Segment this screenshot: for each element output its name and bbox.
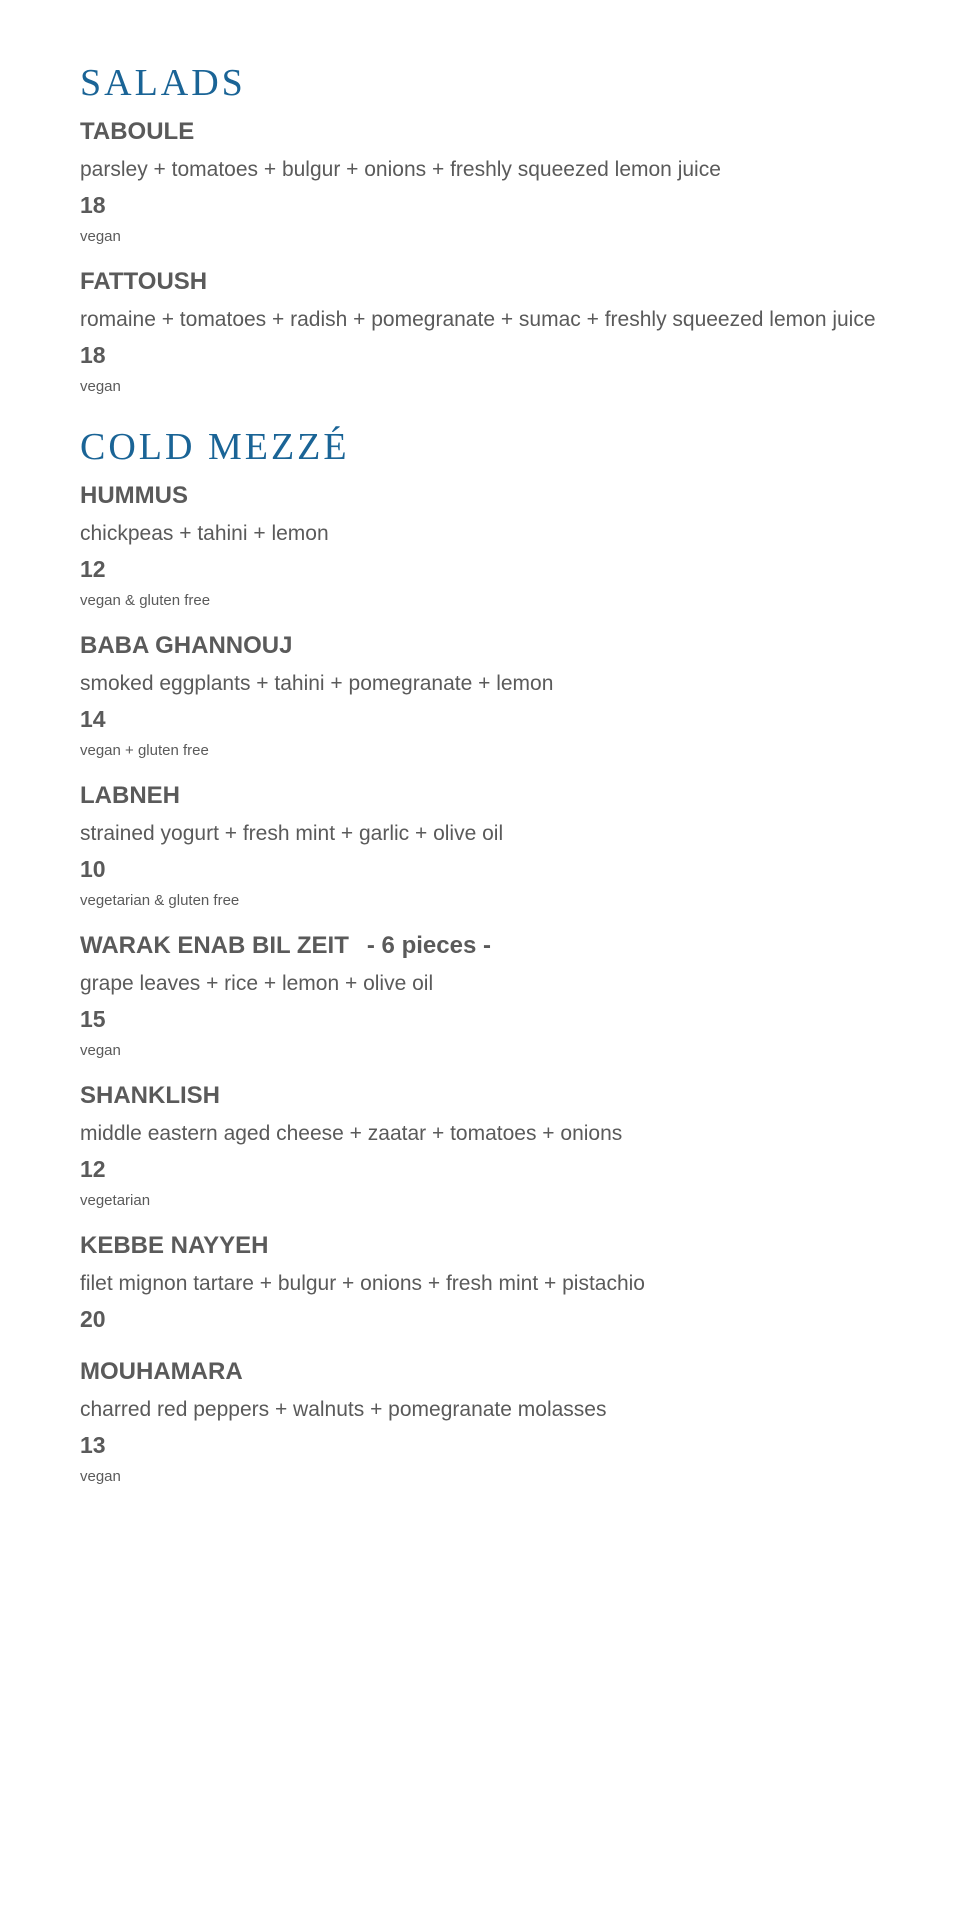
item-description: chickpeas + tahini + lemon (80, 522, 329, 545)
item-description: strained yogurt + fresh mint + garlic + olive oil (80, 822, 504, 845)
item-name: KEBBE NAYYEH (80, 1232, 269, 1259)
menu-item-shanklish (80, 1078, 900, 1214)
item-diet-tag: vegan (80, 1042, 121, 1059)
menu-item-fattoush (80, 264, 900, 400)
menu-item-baba-ghannouj (80, 628, 900, 764)
item-diet-tag: vegan + gluten free (80, 742, 209, 759)
menu-item-hummus (80, 478, 900, 614)
item-price: 18 (80, 192, 106, 218)
menu-item-taboule (80, 114, 900, 250)
item-name: BABA GHANNOUJ (80, 632, 293, 659)
item-name: LABNEH (80, 782, 180, 809)
menu-item-kebbe-nayyeh (80, 1228, 900, 1336)
item-name: MOUHAMARA (80, 1358, 243, 1385)
menu-item-mouhamara (80, 1354, 900, 1490)
item-diet-tag: vegan (80, 228, 121, 245)
item-name-text: WARAK ENAB BIL ZEIT (80, 932, 349, 959)
item-diet-tag: vegan & gluten free (80, 592, 211, 609)
item-price: 15 (80, 1006, 106, 1032)
menu (80, 52, 900, 1490)
item-description: middle eastern aged cheese + zaatar + tomatoes + onions (80, 1122, 623, 1145)
item-description: romaine + tomatoes + radish + pomegranate + sumac + freshly squeezed lemon juice (80, 308, 876, 331)
item-name: FATTOUSH (80, 268, 208, 295)
item-description: charred red peppers + walnuts + pomegranate molasses (80, 1398, 607, 1421)
item-name: SHANKLISH (80, 1082, 221, 1109)
item-diet-tag: vegan (80, 1468, 121, 1485)
menu-item-warak-enab (80, 928, 900, 1064)
section-title-salads: SALADS (80, 62, 246, 104)
item-price: 12 (80, 1156, 106, 1182)
section-title-cold-mezze: COLD MEZZÉ (80, 426, 350, 468)
item-description: filet mignon tartare + bulgur + onions + fresh mint + pistachio (80, 1272, 645, 1295)
item-price: 13 (80, 1432, 106, 1458)
item-price: 20 (80, 1306, 106, 1332)
item-price: 18 (80, 342, 106, 368)
item-price: 12 (80, 556, 106, 582)
item-portion-note: - 6 pieces - (366, 932, 491, 959)
item-price: 10 (80, 856, 106, 882)
item-diet-tag: vegetarian (80, 1192, 151, 1209)
item-description: smoked eggplants + tahini + pomegranate + lemon (80, 672, 554, 695)
item-price: 14 (80, 706, 106, 732)
item-diet-tag: vegetarian & gluten free (80, 892, 240, 909)
item-description: parsley + tomatoes + bulgur + onions + freshly squeezed lemon juice (80, 158, 721, 181)
item-name (80, 928, 900, 964)
item-description: grape leaves + rice + lemon + olive oil (80, 972, 434, 995)
item-name: TABOULE (80, 118, 195, 145)
menu-item-labneh (80, 778, 900, 914)
item-diet-tag: vegan (80, 378, 121, 395)
item-name: HUMMUS (80, 482, 188, 509)
